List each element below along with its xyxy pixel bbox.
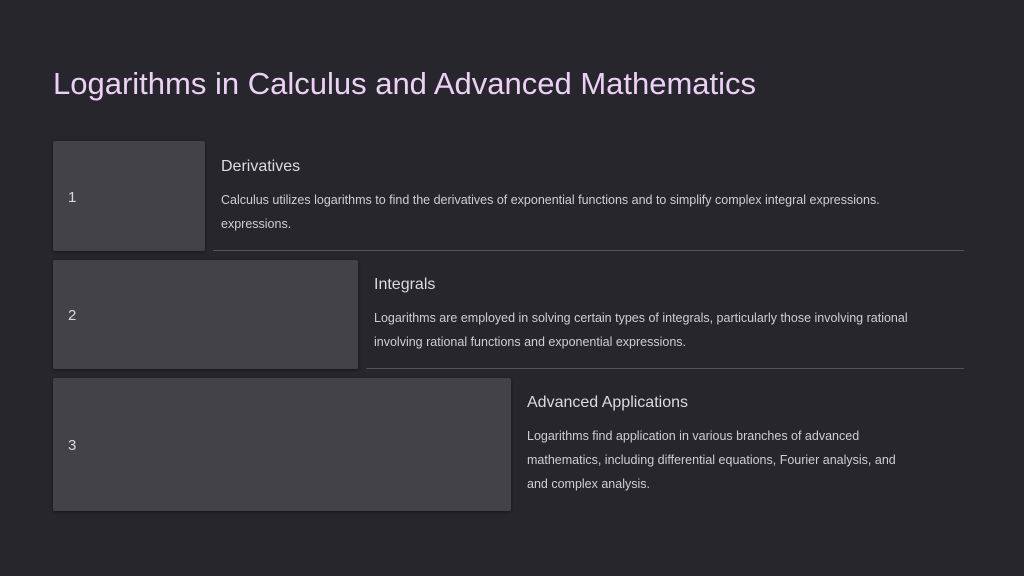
step-1-box xyxy=(53,141,205,251)
step-2-number: 2 xyxy=(68,307,77,324)
step-2-heading: Integrals xyxy=(374,276,436,293)
step-2-body-line-2: involving rational functions and exponential expressions. xyxy=(374,335,686,349)
slide-title: Logarithms in Calculus and Advanced Mathematics xyxy=(53,66,757,101)
step-1-body-line-1: Calculus utilizes logarithms to find the derivatives of exponential functions and to simplify complex integral expressions. xyxy=(221,193,880,207)
step-3-number: 3 xyxy=(68,437,77,454)
step-1-heading: Derivatives xyxy=(221,158,301,175)
step-1-body-line-2: expressions. xyxy=(221,217,292,231)
step-3-body-line-2: mathematics, including differential equations, Fourier analysis, and xyxy=(527,453,896,467)
step-3-box xyxy=(53,378,511,511)
step-2-divider xyxy=(366,368,964,369)
step-2-body-line-1: Logarithms are employed in solving certain types of integrals, particularly those involving rational xyxy=(374,311,908,325)
step-2-content xyxy=(374,276,964,354)
step-3-body-line-3: and complex analysis. xyxy=(527,477,650,491)
step-1-number: 1 xyxy=(68,189,77,206)
step-1-divider xyxy=(213,250,964,251)
step-3-heading: Advanced Applications xyxy=(527,394,688,411)
step-1-content xyxy=(221,158,961,236)
step-3-content xyxy=(527,394,964,496)
step-2-box xyxy=(53,260,358,369)
step-3-body-line-1: Logarithms find application in various branches of advanced xyxy=(527,429,860,443)
